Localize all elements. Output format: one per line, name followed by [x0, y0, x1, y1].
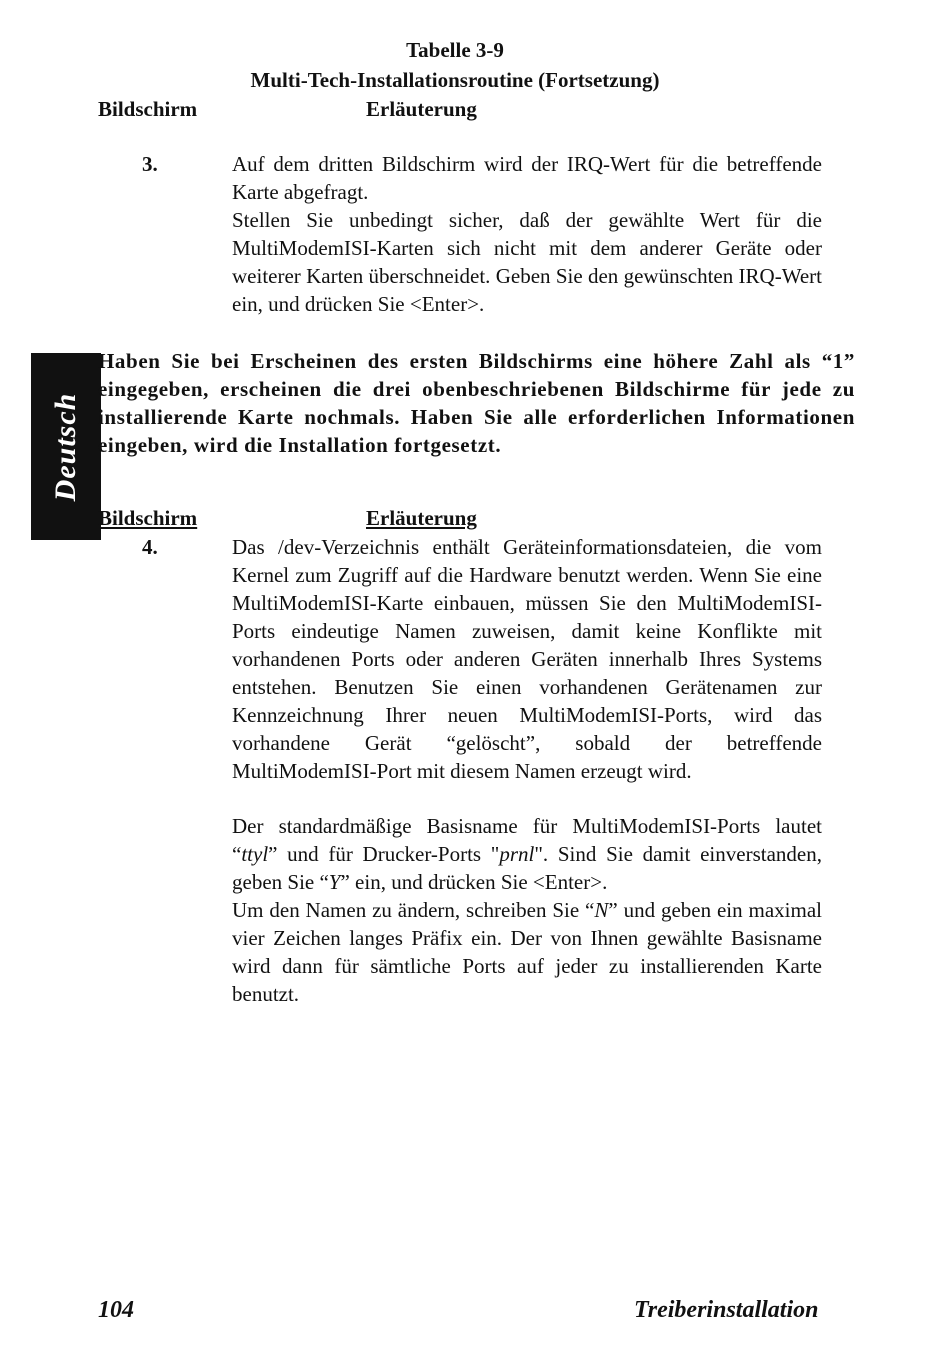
table-label: Tabelle 3-9	[406, 38, 504, 62]
step-4-paragraph-3	[232, 896, 822, 1008]
column-heading-screen-underlined: Bildschirm	[98, 506, 198, 530]
text-run: Um den Namen zu ändern, schreiben Sie “	[232, 898, 595, 922]
step-3-text	[232, 150, 822, 318]
section-title: Treiberinstallation	[634, 1297, 819, 1323]
step-4-paragraph-1: Das /dev-Verzeichnis enthält Geräteinformationsdateien, die vom Kernel zum Zugriff auf die Hardware benutzt werden. Wenn Sie eine MultiModemISI-Karte einbauen, müssen Sie den MultiModemISI-Ports eindeutige Namen zuweisen, damit keine Konflikte mit vorhandenen Ports oder anderen Geräten innerhalb Ihres Systems entstehen. Benutzen Sie einen vorhandenen Gerätenamen zur Kennzeichnung Ihrer neuen MultiModemISI-Ports, wird das vorhandene Gerät “gelöscht”, sobald der betreffende MultiModemISI-Port mit diesem Namen erzeugt wird.	[232, 535, 822, 783]
text-run: ” und geben ein maximal vier Zeichen langes Präfix ein. Der von Ihnen gewählte Basisname wird dann für sämtliche Ports auf jeder zu installierenden Karte benutzt.	[232, 898, 822, 1006]
default-port-name: ttyl	[241, 842, 269, 866]
printer-port-name: prnl	[499, 842, 535, 866]
text-run: ". Sind Sie damit einverstanden, geben Sie “	[232, 842, 822, 894]
no-key: N	[594, 898, 609, 922]
column-heading-explanation: Erläuterung	[366, 97, 477, 121]
step-3-line-1: Auf dem dritten Bildschirm wird der IRQ-Wert für die betreffende Karte abgefragt.	[232, 152, 822, 204]
step-3-line-2: Stellen Sie unbedingt sicher, daß der gewählte Wert für die MultiModemISI-Karten sich nicht mit dem anderer Geräte oder weiterer Karten überschneidet. Geben Sie den gewünschten IRQ-Wert ein, und drücken Sie <Enter>.	[232, 208, 822, 316]
text-run: Der standardmäßige Basisname für MultiModemISI-Ports lautet “	[232, 814, 822, 866]
language-side-tab-label: Deutsch	[49, 392, 82, 501]
table-title: Multi-Tech-Installationsroutine (Fortsetzung)	[250, 68, 660, 92]
step-number-3: 3.	[142, 152, 158, 176]
text-run: ” ein, und drücken Sie <Enter>.	[340, 870, 608, 894]
language-side-tab	[31, 353, 101, 540]
step-number-4: 4.	[142, 535, 158, 559]
text-run: ” und für Drucker-Ports "	[268, 842, 500, 866]
yes-key: Y	[328, 870, 341, 894]
column-heading-screen: Bildschirm	[98, 97, 198, 121]
step-4-paragraph-2	[232, 812, 822, 896]
column-heading-explanation-underlined: Erläuterung	[366, 506, 477, 530]
note-paragraph: Haben Sie bei Erscheinen des ersten Bildschirms eine höhere Zahl als “1” eingegeben, erscheinen die drei obenbeschriebenen Bildschirme für jede zu installierende Karte nochmals. Haben Sie alle erforderlichen Informationen eingeben, wird die Installation fortgesetzt.	[98, 349, 855, 457]
page-number: 104	[98, 1297, 134, 1323]
